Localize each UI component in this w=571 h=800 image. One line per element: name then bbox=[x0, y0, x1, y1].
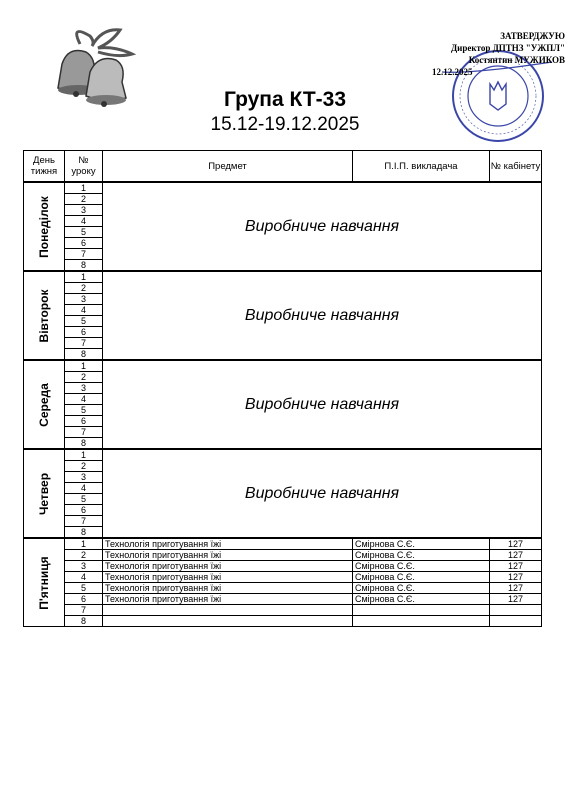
lesson-number: 7 bbox=[65, 249, 103, 260]
teacher-cell: Смірнова С.Є. bbox=[353, 550, 490, 561]
table-row bbox=[24, 616, 542, 627]
lesson-number: 2 bbox=[65, 283, 103, 294]
subject-cell bbox=[103, 605, 353, 616]
table-row bbox=[24, 561, 542, 572]
merged-activity: Виробниче навчання bbox=[103, 271, 542, 360]
period-subtitle: 15.12-19.12.2025 bbox=[210, 114, 360, 135]
lesson-number: 3 bbox=[65, 383, 103, 394]
lesson-number: 8 bbox=[65, 349, 103, 361]
approval-name: Костянтин МУЖИКОВ bbox=[468, 55, 565, 65]
lesson-number: 3 bbox=[65, 561, 103, 572]
lesson-number: 2 bbox=[65, 550, 103, 561]
lesson-number: 4 bbox=[65, 483, 103, 494]
room-cell: 127 bbox=[490, 538, 542, 550]
lesson-number: 7 bbox=[65, 427, 103, 438]
lesson-number: 1 bbox=[65, 182, 103, 194]
table-row bbox=[24, 182, 542, 194]
table-row bbox=[24, 449, 542, 461]
day-cell bbox=[24, 449, 65, 538]
header-subject: Предмет bbox=[103, 151, 353, 183]
lesson-number: 3 bbox=[65, 472, 103, 483]
lesson-number: 3 bbox=[65, 294, 103, 305]
lesson-number: 6 bbox=[65, 416, 103, 427]
approval-block bbox=[420, 30, 565, 78]
day-cell bbox=[24, 538, 65, 627]
room-cell: 127 bbox=[490, 550, 542, 561]
merged-activity: Виробниче навчання bbox=[103, 360, 542, 449]
lesson-number: 5 bbox=[65, 316, 103, 327]
lesson-number: 5 bbox=[65, 583, 103, 594]
lesson-number: 5 bbox=[65, 227, 103, 238]
approval-position: Директор ДПТНЗ "УЖПЛ" bbox=[450, 43, 565, 53]
day-label: Понеділок bbox=[37, 195, 51, 258]
lesson-number: 6 bbox=[65, 594, 103, 605]
subject-cell: Технологія приготування їжі bbox=[103, 561, 353, 572]
room-cell: 127 bbox=[490, 572, 542, 583]
day-cell bbox=[24, 182, 65, 271]
room-cell bbox=[490, 605, 542, 616]
lesson-number: 4 bbox=[65, 305, 103, 316]
day-label: Четвер bbox=[37, 472, 51, 515]
lesson-number: 7 bbox=[65, 605, 103, 616]
header-lesson: № уроку bbox=[65, 151, 103, 183]
approval-date: 12.12.2025 bbox=[432, 67, 473, 77]
room-cell: 127 bbox=[490, 561, 542, 572]
lesson-number: 4 bbox=[65, 394, 103, 405]
table-row bbox=[24, 360, 542, 372]
group-title: Група КТ-33 bbox=[223, 88, 347, 111]
lesson-number: 1 bbox=[65, 538, 103, 550]
lesson-number: 8 bbox=[65, 616, 103, 627]
subject-cell: Технологія приготування їжі bbox=[103, 583, 353, 594]
day-cell bbox=[24, 360, 65, 449]
room-cell: 127 bbox=[490, 583, 542, 594]
teacher-cell: Смірнова С.Є. bbox=[353, 583, 490, 594]
table-row bbox=[24, 572, 542, 583]
lesson-number: 1 bbox=[65, 271, 103, 283]
lesson-number: 6 bbox=[65, 505, 103, 516]
lesson-number: 8 bbox=[65, 260, 103, 272]
lesson-number: 4 bbox=[65, 572, 103, 583]
lesson-number: 7 bbox=[65, 338, 103, 349]
merged-activity: Виробниче навчання bbox=[103, 449, 542, 538]
day-label: Вівторок bbox=[37, 289, 51, 342]
teacher-cell: Смірнова С.Є. bbox=[353, 538, 490, 550]
header-day: День тижня bbox=[24, 151, 65, 183]
table-row bbox=[24, 271, 542, 283]
teacher-cell: Смірнова С.Є. bbox=[353, 594, 490, 605]
subject-cell: Технологія приготування їжі bbox=[103, 594, 353, 605]
lesson-number: 4 bbox=[65, 216, 103, 227]
lesson-number: 6 bbox=[65, 327, 103, 338]
room-cell: 127 bbox=[490, 594, 542, 605]
lesson-number: 3 bbox=[65, 205, 103, 216]
lesson-number: 8 bbox=[65, 527, 103, 539]
subject-cell: Технологія приготування їжі bbox=[103, 538, 353, 550]
lesson-number: 5 bbox=[65, 405, 103, 416]
teacher-cell: Смірнова С.Є. bbox=[353, 561, 490, 572]
lesson-number: 8 bbox=[65, 438, 103, 450]
table-row bbox=[24, 538, 542, 550]
table-row bbox=[24, 550, 542, 561]
bells-with-bow-icon bbox=[40, 24, 150, 114]
lesson-number: 1 bbox=[65, 360, 103, 372]
lesson-number: 5 bbox=[65, 494, 103, 505]
lesson-number: 7 bbox=[65, 516, 103, 527]
subject-cell: Технологія приготування їжі bbox=[103, 550, 353, 561]
lesson-number: 1 bbox=[65, 449, 103, 461]
day-label: Середа bbox=[37, 382, 51, 427]
day-label: П'ятниця bbox=[37, 555, 51, 610]
room-cell bbox=[490, 616, 542, 627]
subject-cell bbox=[103, 616, 353, 627]
lesson-number: 2 bbox=[65, 372, 103, 383]
header-room: № кабінету bbox=[490, 151, 542, 183]
approval-heading: ЗАТВЕРДЖУЮ bbox=[500, 31, 565, 41]
subject-cell: Технологія приготування їжі bbox=[103, 572, 353, 583]
table-row bbox=[24, 594, 542, 605]
schedule-table bbox=[23, 150, 542, 627]
lesson-number: 6 bbox=[65, 238, 103, 249]
table-row bbox=[24, 605, 542, 616]
teacher-cell: Смірнова С.Є. bbox=[353, 572, 490, 583]
day-cell bbox=[24, 271, 65, 360]
lesson-number: 2 bbox=[65, 461, 103, 472]
schedule-body bbox=[24, 182, 542, 627]
merged-activity: Виробниче навчання bbox=[103, 182, 542, 271]
teacher-cell bbox=[353, 605, 490, 616]
header-teacher: П.І.П. викладача bbox=[353, 151, 490, 183]
lesson-number: 2 bbox=[65, 194, 103, 205]
table-row bbox=[24, 583, 542, 594]
teacher-cell bbox=[353, 616, 490, 627]
